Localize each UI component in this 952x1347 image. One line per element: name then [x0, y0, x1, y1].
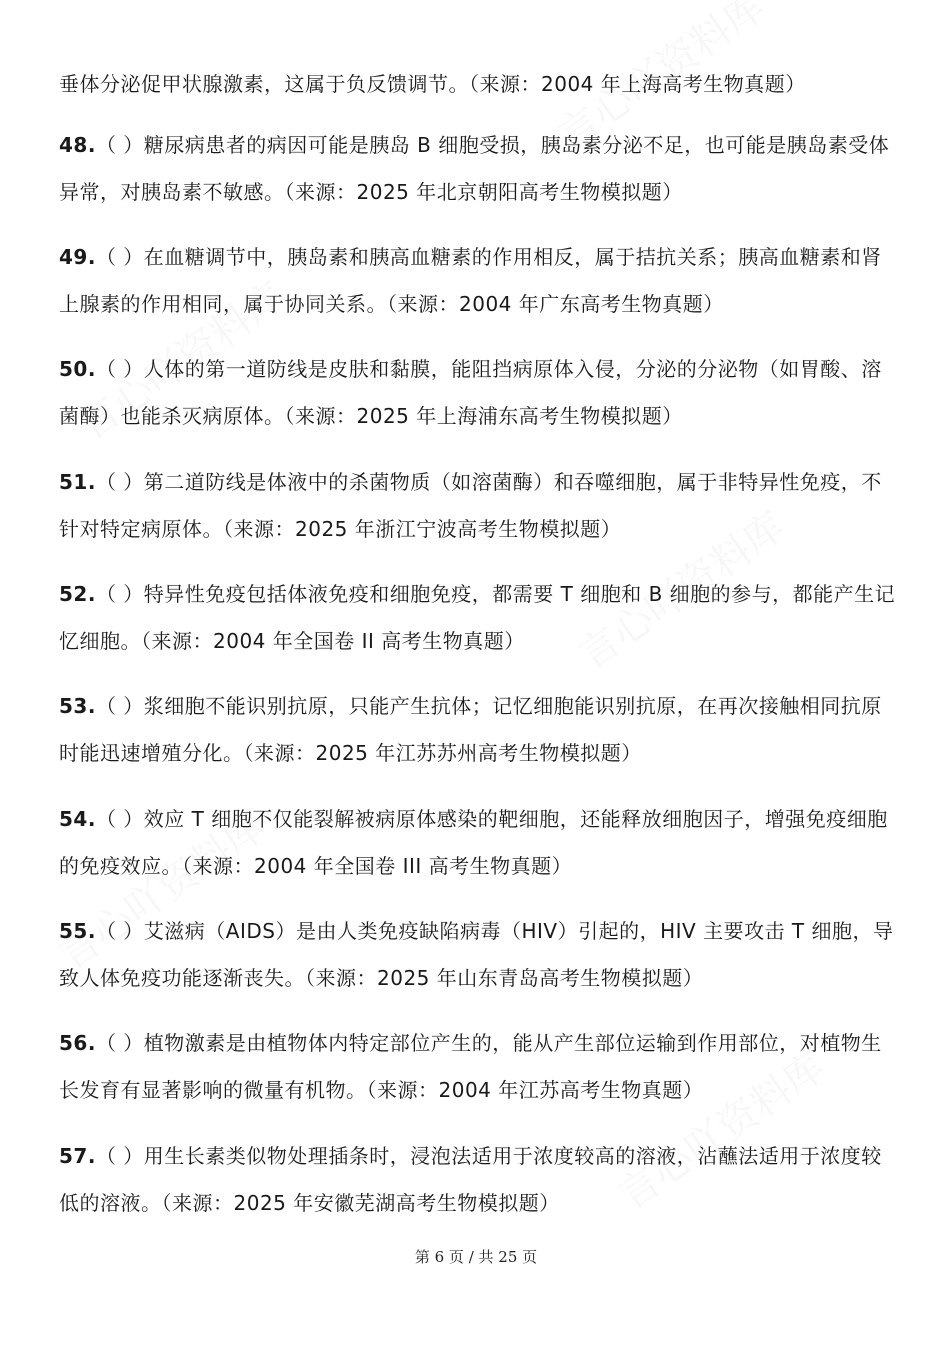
page-footer: 第 6 页 / 共 25 页 [414, 1248, 538, 1266]
question-number: 57. [59, 1144, 96, 1168]
question-text: （ ）第二道防线是体液中的杀菌物质（如溶菌酶）和吞噬细胞，属于非特异性免疫，不针对特定病原体。（来源：2025 年浙江宁波高考生物模拟题） [59, 470, 882, 541]
question-53 [59, 683, 899, 777]
question-number: 56. [59, 1031, 96, 1055]
question-text: （ ）植物激素是由植物体内特定部位产生的，能从产生部位运输到作用部位，对植物生长发育有显著影响的微量有机物。（来源：2004 年江苏高考生物真题） [59, 1031, 882, 1102]
question-number: 55. [59, 919, 96, 943]
question-54 [59, 796, 899, 890]
question-52 [59, 571, 899, 665]
question-number: 51. [59, 470, 96, 494]
question-text: （ ）糖尿病患者的病因可能是胰岛 B 细胞受损，胰岛素分泌不足，也可能是胰岛素受体异常，对胰岛素不敏感。（来源：2025 年北京朝阳高考生物模拟题） [59, 133, 890, 204]
question-55 [59, 908, 899, 1002]
paragraph-text: 垂体分泌促甲状腺激素，这属于负反馈调节。（来源：2004 年上海高考生物真题） [59, 72, 806, 96]
question-text: （ ）特异性免疫包括体液免疫和细胞免疫，都需要 T 细胞和 B 细胞的参与，都能产生记忆细胞。（来源：2004 年全国卷 II 高考生物真题） [59, 582, 896, 653]
question-number: 52. [59, 582, 96, 606]
question-text: （ ）浆细胞不能识别抗原，只能产生抗体；记忆细胞能识别抗原，在再次接触相同抗原时能迅速增殖分化。（来源：2025 年江苏苏州高考生物模拟题） [59, 694, 882, 765]
question-56 [59, 1020, 899, 1114]
question-number: 48. [59, 133, 96, 157]
question-50 [59, 346, 899, 440]
question-51 [59, 459, 899, 553]
question-57 [59, 1133, 899, 1227]
question-number: 49. [59, 245, 96, 269]
question-number: 54. [59, 807, 96, 831]
question-number: 50. [59, 357, 96, 381]
question-number: 53. [59, 694, 96, 718]
paragraph-continued [59, 61, 899, 108]
question-text: （ ）人体的第一道防线是皮肤和黏膜，能阻挡病原体入侵，分泌的分泌物（如胃酸、溶菌酶）也能杀灭病原体。（来源：2025 年上海浦东高考生物模拟题） [59, 357, 882, 428]
question-text: （ ）在血糖调节中，胰岛素和胰高血糖素的作用相反，属于拮抗关系；胰高血糖素和肾上腺素的作用相同，属于协同关系。（来源：2004 年广东高考生物真题） [59, 245, 882, 316]
question-48 [59, 122, 899, 216]
question-text: （ ）艾滋病（AIDS）是由人类免疫缺陷病毒（HIV）引起的，HIV 主要攻击 T 细胞，导致人体免疫功能逐渐丧失。（来源：2025 年山东青岛高考生物模拟题） [59, 919, 894, 990]
question-49 [59, 234, 899, 328]
question-text: （ ）效应 T 细胞不仅能裂解被病原体感染的靶细胞，还能释放细胞因子，增强免疫细胞的免疫效应。（来源：2004 年全国卷 III 高考生物真题） [59, 807, 888, 878]
question-text: （ ）用生长素类似物处理插条时，浸泡法适用于浓度较高的溶液，沾蘸法适用于浓度较低的溶液。（来源：2025 年安徽芜湖高考生物模拟题） [59, 1144, 882, 1215]
